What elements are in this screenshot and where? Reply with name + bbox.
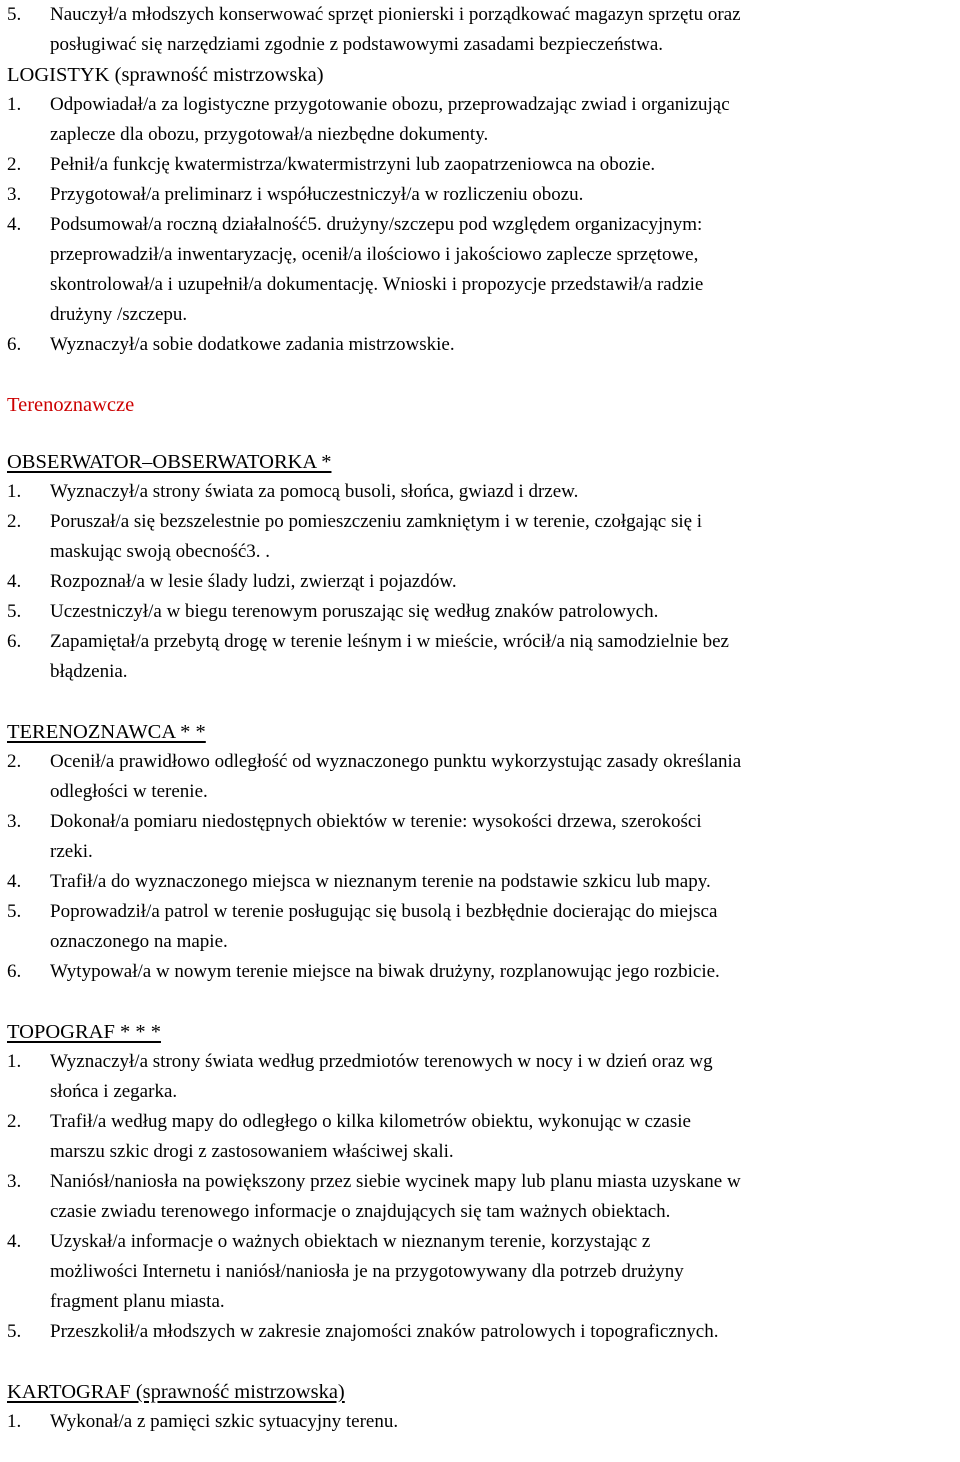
list-item-number: 4. — [7, 214, 22, 235]
list-item — [7, 627, 960, 687]
list-item-text-line: skontrolował/a i uzupełnił/a dokumentację. Wnioski i propozycje przedstawił/a radzie — [50, 274, 704, 295]
list-item-number: 4. — [7, 1231, 22, 1252]
list-item-number: 6. — [7, 631, 22, 652]
list-item-text-line: Pełnił/a funkcję kwatermistrza/kwatermistrzyni lub zaopatrzeniowca na obozie. — [50, 154, 656, 175]
list-item — [7, 867, 960, 897]
list-item — [7, 210, 960, 330]
list-item-text-line: błądzenia. — [50, 661, 128, 682]
list-item-text-line: Poruszał/a się bezszelestnie po pomieszczeniu zamkniętym i w terenie, czołgając się i — [50, 511, 703, 532]
list-item — [7, 180, 960, 210]
list-item-text-line: Uzyskał/a informacje o ważnych obiektach w nieznanym terenie, korzystając z — [50, 1231, 651, 1252]
list-item-text-line: marszu szkic drogi z zastosowaniem właściwej skali. — [50, 1141, 454, 1162]
list-item-text-line: Naniósł/naniosła na powiększony przez siebie wycinek mapy lub planu miasta uzyskane w — [50, 1171, 741, 1192]
list-item-number: 3. — [7, 811, 22, 832]
heading-terenoznawca: TERENOZNAWCA * * — [7, 721, 206, 743]
list-item-text-line: Rozpoznał/a w lesie ślady ludzi, zwierząt i pojazdów. — [50, 571, 457, 592]
list-item-text-line: zaplecze dla obozu, przygotował/a niezbędne dokumenty. — [50, 124, 489, 145]
list-item — [7, 807, 960, 867]
list-item-text-line: Wytypował/a w nowym terenie miejsce na biwak drużyny, rozplanowując jego rozbicie. — [50, 961, 720, 982]
list-item-number: 5. — [7, 601, 22, 622]
list-item — [7, 957, 960, 987]
list-item-text-line: Wyznaczył/a strony świata według przedmiotów terenowych w nocy i w dzień oraz wg — [50, 1051, 713, 1072]
list-item-text-line: fragment planu miasta. — [50, 1291, 225, 1312]
list-item-text-line: przeprowadził/a inwentaryzację, ocenił/a ilościowo i jakościowo zaplecze sprzętowe, — [50, 244, 699, 265]
list-item — [7, 1317, 960, 1347]
list-item-text-line: odległości w terenie. — [50, 781, 208, 802]
list-item-number: 6. — [7, 334, 22, 355]
heading-terenoznawcze: Terenoznawcze — [7, 394, 135, 416]
list-item-number: 1. — [7, 94, 22, 115]
list-item-number: 1. — [7, 481, 22, 502]
list-item — [7, 330, 960, 360]
list-item-text-line: Uczestniczył/a w biegu terenowym poruszając się według znaków patrolowych. — [50, 601, 659, 622]
list-item-number: 4. — [7, 571, 22, 592]
list-item-number: 3. — [7, 184, 22, 205]
heading-obserwator: OBSERWATOR–OBSERWATORKA * — [7, 451, 332, 473]
section-topograf — [0, 1047, 960, 1347]
list-item-text-line: słońca i zegarka. — [50, 1081, 178, 1102]
list-item — [7, 597, 960, 627]
list-item — [7, 1227, 960, 1317]
list-item-text-line: możliwości Internetu i naniósł/naniosła je na przygotowywany dla potrzeb drużyny — [50, 1261, 684, 1282]
list-item — [7, 150, 960, 180]
list-item — [7, 567, 960, 597]
list-item-number: 1. — [7, 1411, 22, 1432]
list-item-number: 2. — [7, 1111, 22, 1132]
list-item-text-line: Wyznaczył/a strony świata za pomocą busoli, słońca, gwiazd i drzew. — [50, 481, 579, 502]
heading-topograf: TOPOGRAF * * * — [7, 1021, 161, 1043]
list-item-number: 5. — [7, 4, 22, 25]
list-item-text-line: Przeszkolił/a młodszych w zakresie znajomości znaków patrolowych i topograficznych. — [50, 1321, 719, 1342]
list-item — [7, 1407, 960, 1437]
list-item-text-line: maskując swoją obecność3. . — [50, 541, 271, 562]
list-item-text-line: Dokonał/a pomiaru niedostępnych obiektów w terenie: wysokości drzewa, szerokości — [50, 811, 702, 832]
list-item-number: 5. — [7, 1321, 22, 1342]
list-item-text-line: Trafił/a według mapy do odległego o kilka kilometrów obiektu, wykonując w czasie — [50, 1111, 691, 1132]
list-item-text-line: oznaczonego na mapie. — [50, 931, 228, 952]
list-item-text-line: Podsumował/a roczną działalność5. drużyny/szczepu pod względem organizacyjnym: — [50, 214, 703, 235]
list-item — [7, 90, 960, 150]
heading-logistyk: LOGISTYK (sprawność mistrzowska) — [7, 64, 324, 86]
list-item — [7, 1047, 960, 1107]
list-item-text-line: czasie zwiadu terenowego informacje o znajdujących się tam ważnych obiektach. — [50, 1201, 671, 1222]
list-item-number: 2. — [7, 751, 22, 772]
list-item-text-line: Ocenił/a prawidłowo odległość od wyznaczonego punktu wykorzystując zasady określania — [50, 751, 742, 772]
list-item-text-line: Poprowadził/a patrol w terenie posługując się busolą i bezbłędnie docierając do miejsca — [50, 901, 718, 922]
list-item — [7, 1167, 960, 1227]
list-item — [7, 477, 960, 507]
list-item-number: 5. — [7, 901, 22, 922]
list-item-text-line: Wyznaczył/a sobie dodatkowe zadania mistrzowskie. — [50, 334, 455, 355]
section-logistyk — [0, 90, 960, 360]
heading-kartograf: KARTOGRAF (sprawność mistrzowska) — [7, 1381, 345, 1403]
list-item — [7, 897, 960, 957]
list-item-text-line: Nauczył/a młodszych konserwować sprzęt pionierski i porządkować magazyn sprzętu oraz — [50, 4, 741, 25]
list-item-number: 2. — [7, 154, 22, 175]
list-item-number: 6. — [7, 961, 22, 982]
section-top — [0, 0, 960, 60]
list-item — [7, 747, 960, 807]
list-item-text-line: Odpowiadał/a za logistyczne przygotowanie obozu, przeprowadzając zwiad i organizując — [50, 94, 730, 115]
list-item-text-line: Trafił/a do wyznaczonego miejsca w nieznanym terenie na podstawie szkicu lub mapy. — [50, 871, 711, 892]
list-item-number: 2. — [7, 511, 22, 532]
list-item-number: 1. — [7, 1051, 22, 1072]
list-item-text-line: posługiwać się narzędziami zgodnie z podstawowymi zasadami bezpieczeństwa. — [50, 34, 664, 55]
list-item-text-line: drużyny /szczepu. — [50, 304, 188, 325]
list-item-number: 3. — [7, 1171, 22, 1192]
section-kartograf — [0, 1407, 960, 1437]
list-item — [7, 507, 960, 567]
section-obserwator — [0, 477, 960, 687]
list-item-text-line: Przygotował/a preliminarz i współuczestniczył/a w rozliczeniu obozu. — [50, 184, 584, 205]
list-item-text-line: rzeki. — [50, 841, 93, 862]
list-item — [7, 0, 960, 60]
list-item-text-line: Zapamiętał/a przebytą drogę w terenie leśnym i w mieście, wrócił/a nią samodzielnie bez — [50, 631, 729, 652]
list-item — [7, 1107, 960, 1167]
list-item-text-line: Wykonał/a z pamięci szkic sytuacyjny terenu. — [50, 1411, 399, 1432]
list-item-number: 4. — [7, 871, 22, 892]
section-terenoznawca — [0, 747, 960, 987]
